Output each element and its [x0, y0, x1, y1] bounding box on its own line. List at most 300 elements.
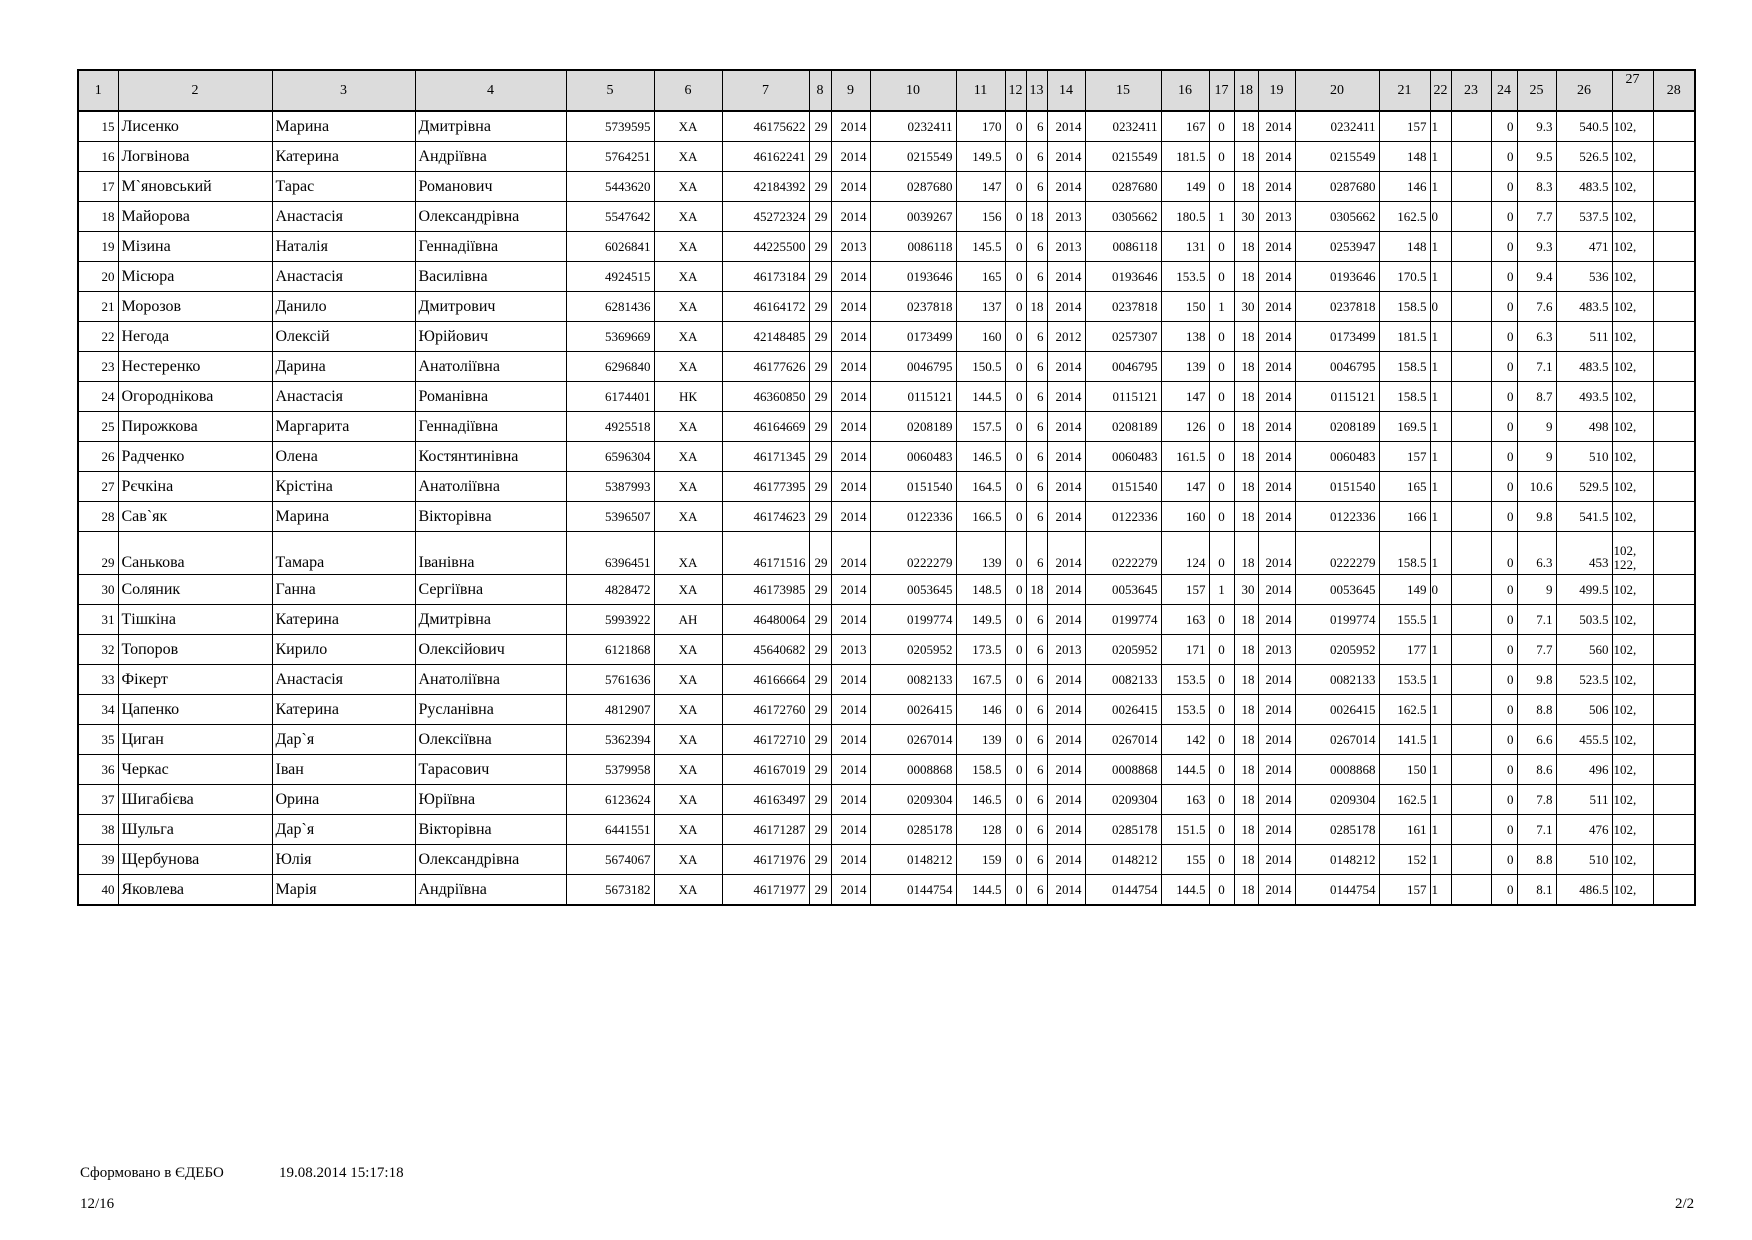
table-cell-col-20: 0222279: [1295, 532, 1379, 575]
table-cell-col-14: 2014: [1047, 785, 1085, 815]
table-cell-col-25: 7.6: [1517, 292, 1556, 322]
table-cell-col-15: 0115121: [1085, 382, 1161, 412]
table-cell-col-12: 0: [1005, 605, 1026, 635]
table-cell-col-21: 141.5: [1379, 725, 1430, 755]
table-cell-col-7: 46480064: [722, 605, 809, 635]
table-cell-col-25: 9: [1517, 442, 1556, 472]
table-cell-col-3: Марія: [272, 875, 415, 906]
table-cell-col-16: 153.5: [1161, 665, 1209, 695]
table-cell-col-20: 0008868: [1295, 755, 1379, 785]
table-row: [78, 142, 1695, 172]
table-cell-col-27: 102,: [1612, 292, 1653, 322]
table-cell-col-14: 2014: [1047, 875, 1085, 906]
table-cell-col-3: Маргарита: [272, 412, 415, 442]
table-cell-col-12: 0: [1005, 845, 1026, 875]
table-cell-col-5: 5369669: [566, 322, 654, 352]
table-cell-col-4: Дмитрівна: [415, 605, 566, 635]
table-cell-col-3: Орина: [272, 785, 415, 815]
table-cell-col-11: 156: [956, 202, 1005, 232]
table-row: [78, 725, 1695, 755]
table-cell-col-7: 46164669: [722, 412, 809, 442]
table-cell-col-20: 0253947: [1295, 232, 1379, 262]
table-cell-col-27: 102,: [1612, 785, 1653, 815]
table-cell-col-2: Радченко: [118, 442, 272, 472]
table-cell-col-17: 0: [1209, 815, 1234, 845]
table-cell-col-21: 152: [1379, 845, 1430, 875]
table-cell-col-10: 0046795: [870, 352, 956, 382]
table-cell-col-7: 46173985: [722, 575, 809, 605]
table-cell-col-28: [1653, 575, 1695, 605]
table-cell-col-5: 5379958: [566, 755, 654, 785]
table-cell-col-7: 46162241: [722, 142, 809, 172]
table-cell-col-18: 18: [1234, 815, 1258, 845]
table-cell-col-5: 6026841: [566, 232, 654, 262]
table-cell-col-20: 0215549: [1295, 142, 1379, 172]
table-cell-col-10: 0208189: [870, 412, 956, 442]
table-cell-col-15: 0053645: [1085, 575, 1161, 605]
table-cell-col-6: ХА: [654, 502, 722, 532]
table-cell-col-19: 2014: [1258, 845, 1295, 875]
table-cell-col-6: ХА: [654, 532, 722, 575]
table-cell-col-12: 0: [1005, 382, 1026, 412]
table-cell-col-15: 0122336: [1085, 502, 1161, 532]
table-cell-col-2: Циган: [118, 725, 272, 755]
table-cell-col-11: 149.5: [956, 142, 1005, 172]
table-cell-col-20: 0237818: [1295, 292, 1379, 322]
table-cell-col-12: 0: [1005, 532, 1026, 575]
table-cell-col-12: 0: [1005, 575, 1026, 605]
table-cell-col-16: 150: [1161, 292, 1209, 322]
table-cell-col-28: [1653, 755, 1695, 785]
table-cell-col-9: 2014: [831, 412, 870, 442]
table-cell-col-12: 0: [1005, 442, 1026, 472]
column-header-25: 25: [1517, 70, 1556, 111]
table-cell-col-2: Логвінова: [118, 142, 272, 172]
table-cell-col-15: 0215549: [1085, 142, 1161, 172]
table-cell-col-21: 169.5: [1379, 412, 1430, 442]
column-header-15: 15: [1085, 70, 1161, 111]
table-cell-col-1: 40: [78, 875, 118, 906]
table-cell-col-26: 483.5: [1556, 352, 1612, 382]
table-cell-col-9: 2014: [831, 262, 870, 292]
table-cell-col-8: 29: [809, 472, 831, 502]
table-cell-col-19: 2014: [1258, 382, 1295, 412]
table-row: [78, 382, 1695, 412]
table-row: [78, 472, 1695, 502]
table-cell-col-27: 102,: [1612, 695, 1653, 725]
table-row: [78, 755, 1695, 785]
table-cell-col-27: 102,: [1612, 262, 1653, 292]
table-cell-col-20: 0144754: [1295, 875, 1379, 906]
table-cell-col-27: 102,: [1612, 665, 1653, 695]
table-cell-col-17: 0: [1209, 442, 1234, 472]
table-cell-col-19: 2014: [1258, 262, 1295, 292]
table-cell-col-4: Романівна: [415, 382, 566, 412]
table-cell-col-2: Соляник: [118, 575, 272, 605]
table-cell-col-22: 1: [1430, 172, 1451, 202]
table-cell-col-1: 21: [78, 292, 118, 322]
table-cell-col-16: 171: [1161, 635, 1209, 665]
table-cell-col-17: 0: [1209, 532, 1234, 575]
table-cell-col-17: 0: [1209, 352, 1234, 382]
table-cell-col-10: 0008868: [870, 755, 956, 785]
table-cell-col-22: 1: [1430, 605, 1451, 635]
column-header-23: 23: [1451, 70, 1491, 111]
table-cell-col-25: 9: [1517, 412, 1556, 442]
table-cell-col-19: 2014: [1258, 502, 1295, 532]
table-cell-col-15: 0208189: [1085, 412, 1161, 442]
table-cell-col-13: 6: [1026, 695, 1047, 725]
table-cell-col-10: 0082133: [870, 665, 956, 695]
table-cell-col-11: 137: [956, 292, 1005, 322]
table-cell-col-7: 46171287: [722, 815, 809, 845]
table-cell-col-13: 6: [1026, 142, 1047, 172]
table-cell-col-15: 0046795: [1085, 352, 1161, 382]
table-cell-col-26: 511: [1556, 322, 1612, 352]
table-cell-col-22: 1: [1430, 755, 1451, 785]
table-cell-col-10: 0115121: [870, 382, 956, 412]
table-cell-col-13: 6: [1026, 352, 1047, 382]
table-cell-col-17: 0: [1209, 142, 1234, 172]
column-header-27: 27: [1612, 70, 1653, 111]
table-cell-col-14: 2014: [1047, 605, 1085, 635]
table-cell-col-27: 102,: [1612, 472, 1653, 502]
table-cell-col-3: Тарас: [272, 172, 415, 202]
table-cell-col-23: [1451, 755, 1491, 785]
table-cell-col-14: 2014: [1047, 142, 1085, 172]
table-cell-col-16: 153.5: [1161, 262, 1209, 292]
table-cell-col-5: 6281436: [566, 292, 654, 322]
table-cell-col-7: 46173184: [722, 262, 809, 292]
table-cell-col-4: Олексійович: [415, 635, 566, 665]
table-cell-col-7: 42148485: [722, 322, 809, 352]
table-cell-col-17: 1: [1209, 575, 1234, 605]
table-cell-col-10: 0144754: [870, 875, 956, 906]
table-cell-col-5: 6441551: [566, 815, 654, 845]
column-header-3: 3: [272, 70, 415, 111]
table-cell-col-13: 6: [1026, 472, 1047, 502]
table-cell-col-1: 25: [78, 412, 118, 442]
table-cell-col-11: 144.5: [956, 382, 1005, 412]
table-row: [78, 845, 1695, 875]
table-cell-col-9: 2014: [831, 382, 870, 412]
table-cell-col-25: 9.8: [1517, 502, 1556, 532]
table-cell-col-3: Анастасія: [272, 382, 415, 412]
table-cell-col-7: 46177626: [722, 352, 809, 382]
table-cell-col-16: 124: [1161, 532, 1209, 575]
table-cell-col-8: 29: [809, 111, 831, 142]
table-cell-col-15: 0026415: [1085, 695, 1161, 725]
table-cell-col-22: 1: [1430, 142, 1451, 172]
table-cell-col-23: [1451, 605, 1491, 635]
table-cell-col-27: 102,: [1612, 352, 1653, 382]
table-cell-col-15: 0193646: [1085, 262, 1161, 292]
table-cell-col-5: 4828472: [566, 575, 654, 605]
table-cell-col-26: 541.5: [1556, 502, 1612, 532]
table-cell-col-13: 6: [1026, 502, 1047, 532]
column-header-24: 24: [1491, 70, 1517, 111]
table-cell-col-3: Анастасія: [272, 262, 415, 292]
table-cell-col-18: 18: [1234, 352, 1258, 382]
table-cell-col-10: 0215549: [870, 142, 956, 172]
table-cell-col-17: 0: [1209, 635, 1234, 665]
table-cell-col-1: 32: [78, 635, 118, 665]
table-cell-col-27: 102,: [1612, 202, 1653, 232]
table-cell-col-18: 18: [1234, 442, 1258, 472]
table-cell-col-25: 6.3: [1517, 322, 1556, 352]
table-cell-col-10: 0173499: [870, 322, 956, 352]
column-header-6: 6: [654, 70, 722, 111]
table-cell-col-7: 46171977: [722, 875, 809, 906]
table-cell-col-21: 177: [1379, 635, 1430, 665]
table-cell-col-2: Лисенко: [118, 111, 272, 142]
table-cell-col-28: [1653, 502, 1695, 532]
table-cell-col-22: 0: [1430, 292, 1451, 322]
table-cell-col-19: 2014: [1258, 755, 1295, 785]
table-cell-col-24: 0: [1491, 815, 1517, 845]
table-cell-col-8: 29: [809, 202, 831, 232]
table-cell-col-14: 2014: [1047, 382, 1085, 412]
table-cell-col-7: 42184392: [722, 172, 809, 202]
table-cell-col-9: 2014: [831, 472, 870, 502]
header-row: [78, 70, 1695, 111]
table-cell-col-11: 146.5: [956, 785, 1005, 815]
table-cell-col-18: 18: [1234, 412, 1258, 442]
table-cell-col-6: АН: [654, 605, 722, 635]
table-cell-col-19: 2014: [1258, 785, 1295, 815]
table-cell-col-25: 9.3: [1517, 232, 1556, 262]
table-row: [78, 322, 1695, 352]
table-cell-col-19: 2014: [1258, 605, 1295, 635]
table-cell-col-6: НК: [654, 382, 722, 412]
table-cell-col-16: 147: [1161, 382, 1209, 412]
table-cell-col-17: 0: [1209, 502, 1234, 532]
table-cell-col-6: ХА: [654, 262, 722, 292]
table-cell-col-28: [1653, 875, 1695, 906]
table-cell-col-26: 560: [1556, 635, 1612, 665]
table-cell-col-6: ХА: [654, 875, 722, 906]
table-cell-col-24: 0: [1491, 322, 1517, 352]
table-cell-col-28: [1653, 695, 1695, 725]
table-cell-col-10: 0148212: [870, 845, 956, 875]
table-cell-col-16: 157: [1161, 575, 1209, 605]
table-cell-col-26: 537.5: [1556, 202, 1612, 232]
table-cell-col-26: 483.5: [1556, 292, 1612, 322]
table-cell-col-23: [1451, 695, 1491, 725]
table-cell-col-4: Дмитрович: [415, 292, 566, 322]
table-cell-col-11: 165: [956, 262, 1005, 292]
table-cell-col-25: 7.1: [1517, 815, 1556, 845]
table-cell-col-10: 0232411: [870, 111, 956, 142]
table-cell-col-1: 27: [78, 472, 118, 502]
table-cell-col-27: 102,: [1612, 172, 1653, 202]
table-cell-col-7: 46167019: [722, 755, 809, 785]
table-cell-col-25: 9.4: [1517, 262, 1556, 292]
column-header-18: 18: [1234, 70, 1258, 111]
table-cell-col-28: [1653, 352, 1695, 382]
table-cell-col-18: 18: [1234, 785, 1258, 815]
table-cell-col-24: 0: [1491, 382, 1517, 412]
table-cell-col-14: 2014: [1047, 172, 1085, 202]
table-cell-col-7: 45272324: [722, 202, 809, 232]
table-cell-col-28: [1653, 785, 1695, 815]
table-cell-col-11: 147: [956, 172, 1005, 202]
table-cell-col-18: 18: [1234, 875, 1258, 906]
table-cell-col-11: 139: [956, 532, 1005, 575]
table-cell-col-2: Цапенко: [118, 695, 272, 725]
column-header-12: 12: [1005, 70, 1026, 111]
table-cell-col-7: 46163497: [722, 785, 809, 815]
table-cell-col-1: 26: [78, 442, 118, 472]
table-cell-col-25: 9.8: [1517, 665, 1556, 695]
table-cell-col-6: ХА: [654, 665, 722, 695]
table-cell-col-5: 6596304: [566, 442, 654, 472]
table-cell-col-18: 18: [1234, 605, 1258, 635]
table-cell-col-24: 0: [1491, 575, 1517, 605]
table-cell-col-27: 102,: [1612, 322, 1653, 352]
table-cell-col-2: Рєчкіна: [118, 472, 272, 502]
table-cell-col-10: 0122336: [870, 502, 956, 532]
table-cell-col-14: 2014: [1047, 725, 1085, 755]
table-cell-col-3: Крістіна: [272, 472, 415, 502]
table-cell-col-8: 29: [809, 502, 831, 532]
table-cell-col-5: 4925518: [566, 412, 654, 442]
table-cell-col-22: 1: [1430, 532, 1451, 575]
table-row: [78, 815, 1695, 845]
table-cell-col-22: 1: [1430, 502, 1451, 532]
table-cell-col-20: 0285178: [1295, 815, 1379, 845]
table-cell-col-9: 2014: [831, 532, 870, 575]
table-cell-col-11: 167.5: [956, 665, 1005, 695]
table-cell-col-12: 0: [1005, 142, 1026, 172]
table-cell-col-2: Сав`як: [118, 502, 272, 532]
table-cell-col-23: [1451, 142, 1491, 172]
table-cell-col-26: 526.5: [1556, 142, 1612, 172]
table-row: [78, 575, 1695, 605]
table-cell-col-28: [1653, 472, 1695, 502]
table-cell-col-21: 161: [1379, 815, 1430, 845]
table-cell-col-16: 167: [1161, 111, 1209, 142]
table-cell-col-27: 102,: [1612, 875, 1653, 906]
table-cell-col-8: 29: [809, 875, 831, 906]
table-cell-col-12: 0: [1005, 635, 1026, 665]
table-cell-col-1: 20: [78, 262, 118, 292]
table-cell-col-1: 30: [78, 575, 118, 605]
footer-page-counter-left: 12/16: [80, 1196, 115, 1212]
table-cell-col-28: [1653, 292, 1695, 322]
table-cell-col-27: 102,: [1612, 815, 1653, 845]
table-cell-col-14: 2014: [1047, 845, 1085, 875]
table-cell-col-24: 0: [1491, 111, 1517, 142]
table-cell-col-27: 102,: [1612, 382, 1653, 412]
table-cell-col-25: 6.3: [1517, 532, 1556, 575]
table-cell-col-4: Сергіївна: [415, 575, 566, 605]
table-cell-col-18: 18: [1234, 322, 1258, 352]
table-cell-col-12: 0: [1005, 292, 1026, 322]
table-cell-col-9: 2014: [831, 875, 870, 906]
table-cell-col-20: 0046795: [1295, 352, 1379, 382]
table-cell-col-3: Тамара: [272, 532, 415, 575]
table-cell-col-17: 1: [1209, 292, 1234, 322]
table-cell-col-13: 6: [1026, 111, 1047, 142]
table-cell-col-7: 46171516: [722, 532, 809, 575]
table-row: [78, 442, 1695, 472]
table-cell-col-2: Морозов: [118, 292, 272, 322]
table-cell-col-20: 0082133: [1295, 665, 1379, 695]
table-cell-col-13: 6: [1026, 725, 1047, 755]
table-cell-col-15: 0287680: [1085, 172, 1161, 202]
table-cell-col-13: 6: [1026, 605, 1047, 635]
table-cell-col-19: 2013: [1258, 202, 1295, 232]
table-cell-col-23: [1451, 232, 1491, 262]
table-cell-col-1: 19: [78, 232, 118, 262]
footer-page-counter-right: 2/2: [1675, 1196, 1695, 1212]
table-cell-col-8: 29: [809, 442, 831, 472]
table-cell-col-14: 2014: [1047, 695, 1085, 725]
table-cell-col-21: 149: [1379, 575, 1430, 605]
table-cell-col-20: 0209304: [1295, 785, 1379, 815]
table-cell-col-5: 5387993: [566, 472, 654, 502]
table-cell-col-3: Ганна: [272, 575, 415, 605]
table-cell-col-1: 17: [78, 172, 118, 202]
table-cell-col-20: 0305662: [1295, 202, 1379, 232]
table-cell-col-9: 2014: [831, 502, 870, 532]
table-cell-col-26: 498: [1556, 412, 1612, 442]
table-cell-col-4: Юрійович: [415, 322, 566, 352]
column-header-21: 21: [1379, 70, 1430, 111]
table-cell-col-26: 511: [1556, 785, 1612, 815]
table-cell-col-17: 0: [1209, 382, 1234, 412]
table-cell-col-8: 29: [809, 695, 831, 725]
table-cell-col-8: 29: [809, 352, 831, 382]
table-cell-col-25: 9.3: [1517, 111, 1556, 142]
table-cell-col-16: 180.5: [1161, 202, 1209, 232]
table-cell-col-3: Дар`я: [272, 725, 415, 755]
table-cell-col-27: 102,: [1612, 142, 1653, 172]
table-cell-col-2: Нестеренко: [118, 352, 272, 382]
table-body: [78, 111, 1695, 905]
table-cell-col-21: 148: [1379, 232, 1430, 262]
table-cell-col-19: 2014: [1258, 875, 1295, 906]
table-cell-col-28: [1653, 845, 1695, 875]
table-cell-col-17: 0: [1209, 725, 1234, 755]
table-cell-col-26: 499.5: [1556, 575, 1612, 605]
table-cell-col-13: 6: [1026, 875, 1047, 906]
table-cell-col-9: 2014: [831, 575, 870, 605]
table-cell-col-28: [1653, 262, 1695, 292]
table-cell-col-28: [1653, 605, 1695, 635]
table-cell-col-6: ХА: [654, 111, 722, 142]
table-cell-col-11: 158.5: [956, 755, 1005, 785]
table-cell-col-18: 18: [1234, 695, 1258, 725]
table-cell-col-3: Катерина: [272, 605, 415, 635]
table-cell-col-25: 7.7: [1517, 202, 1556, 232]
table-cell-col-25: 8.3: [1517, 172, 1556, 202]
table-cell-col-20: 0148212: [1295, 845, 1379, 875]
column-header-1: 1: [78, 70, 118, 111]
table-cell-col-13: 6: [1026, 815, 1047, 845]
table-cell-col-12: 0: [1005, 815, 1026, 845]
table-cell-col-4: Анатоліївна: [415, 665, 566, 695]
table-cell-col-8: 29: [809, 635, 831, 665]
applicants-table: [77, 69, 1696, 906]
table-cell-col-18: 18: [1234, 845, 1258, 875]
table-cell-col-21: 157: [1379, 442, 1430, 472]
table-cell-col-8: 29: [809, 262, 831, 292]
table-row: [78, 695, 1695, 725]
table-cell-col-1: 22: [78, 322, 118, 352]
table-cell-col-26: 510: [1556, 442, 1612, 472]
